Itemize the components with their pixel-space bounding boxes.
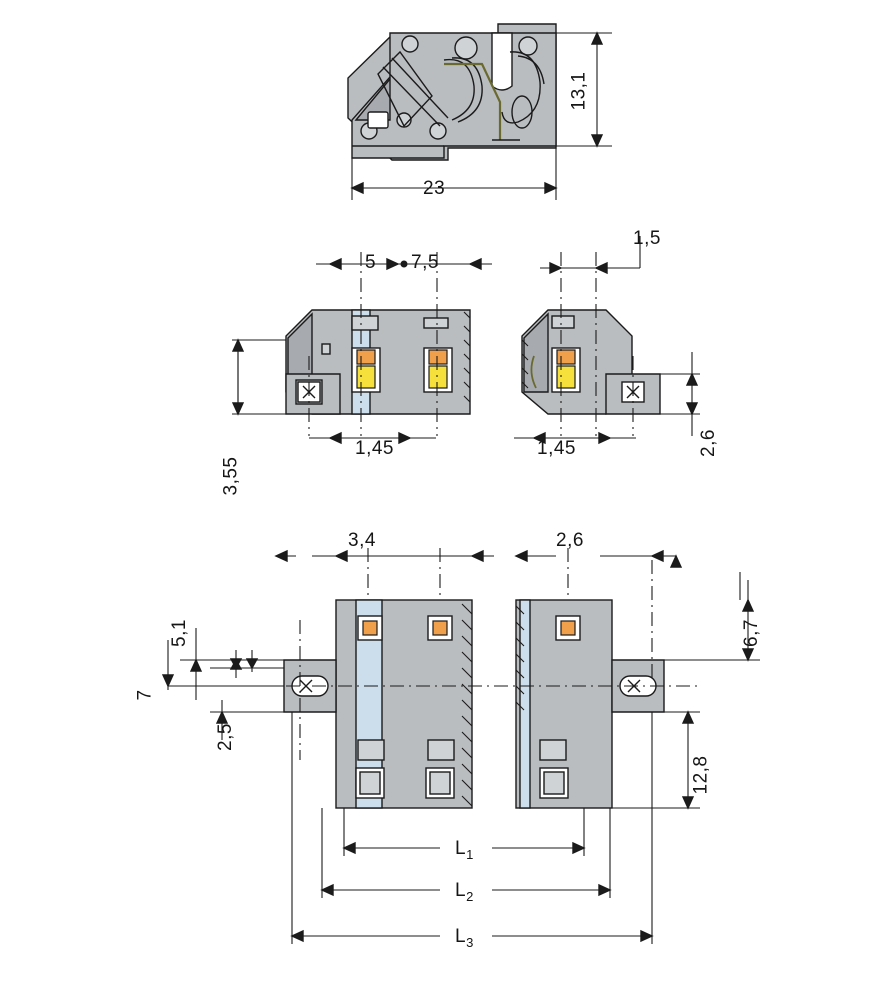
dim-label-left-inner: 1,45: [355, 438, 394, 459]
dim-label-length-3: [455, 926, 474, 950]
length-2-letter: L: [455, 880, 467, 901]
length-3-letter: L: [455, 926, 467, 947]
dim-label-mount-hole-2: 7: [134, 689, 156, 701]
front-view: [232, 236, 700, 443]
length-2-subscript: 2: [466, 888, 474, 904]
length-1-letter: L: [455, 838, 467, 859]
dim-label-left-foot-height: 3,55: [220, 456, 242, 496]
dim-label-pin-spacing: 7,5: [411, 252, 439, 273]
length-3-subscript: 3: [466, 934, 474, 950]
dim-label-right-foot-height: 2,6: [697, 429, 719, 457]
dim-label-length-1: [455, 838, 474, 862]
dim-label-mount-hole-1: 5,1: [168, 619, 190, 647]
dim-label-right-span: 2,6: [556, 530, 584, 551]
dim-label-flange-right-2: 12,8: [690, 755, 712, 795]
dim-label-right-inner: 1,45: [537, 438, 576, 459]
length-1-subscript: 1: [466, 846, 474, 862]
dim-label-left-span: 3,4: [348, 530, 376, 551]
dim-label-flange-right-1: 6,7: [740, 619, 762, 647]
dim-label-side-width: 23: [423, 178, 446, 199]
side-section-view: [348, 24, 612, 200]
dim-label-side-height: 13,1: [568, 71, 590, 111]
dim-label-length-2: [455, 880, 474, 904]
dim-label-mount-hole-3: 2,5: [214, 723, 236, 751]
dim-label-pitch: 5: [365, 252, 377, 273]
dim-label-flange-offset: 1,5: [633, 228, 661, 249]
